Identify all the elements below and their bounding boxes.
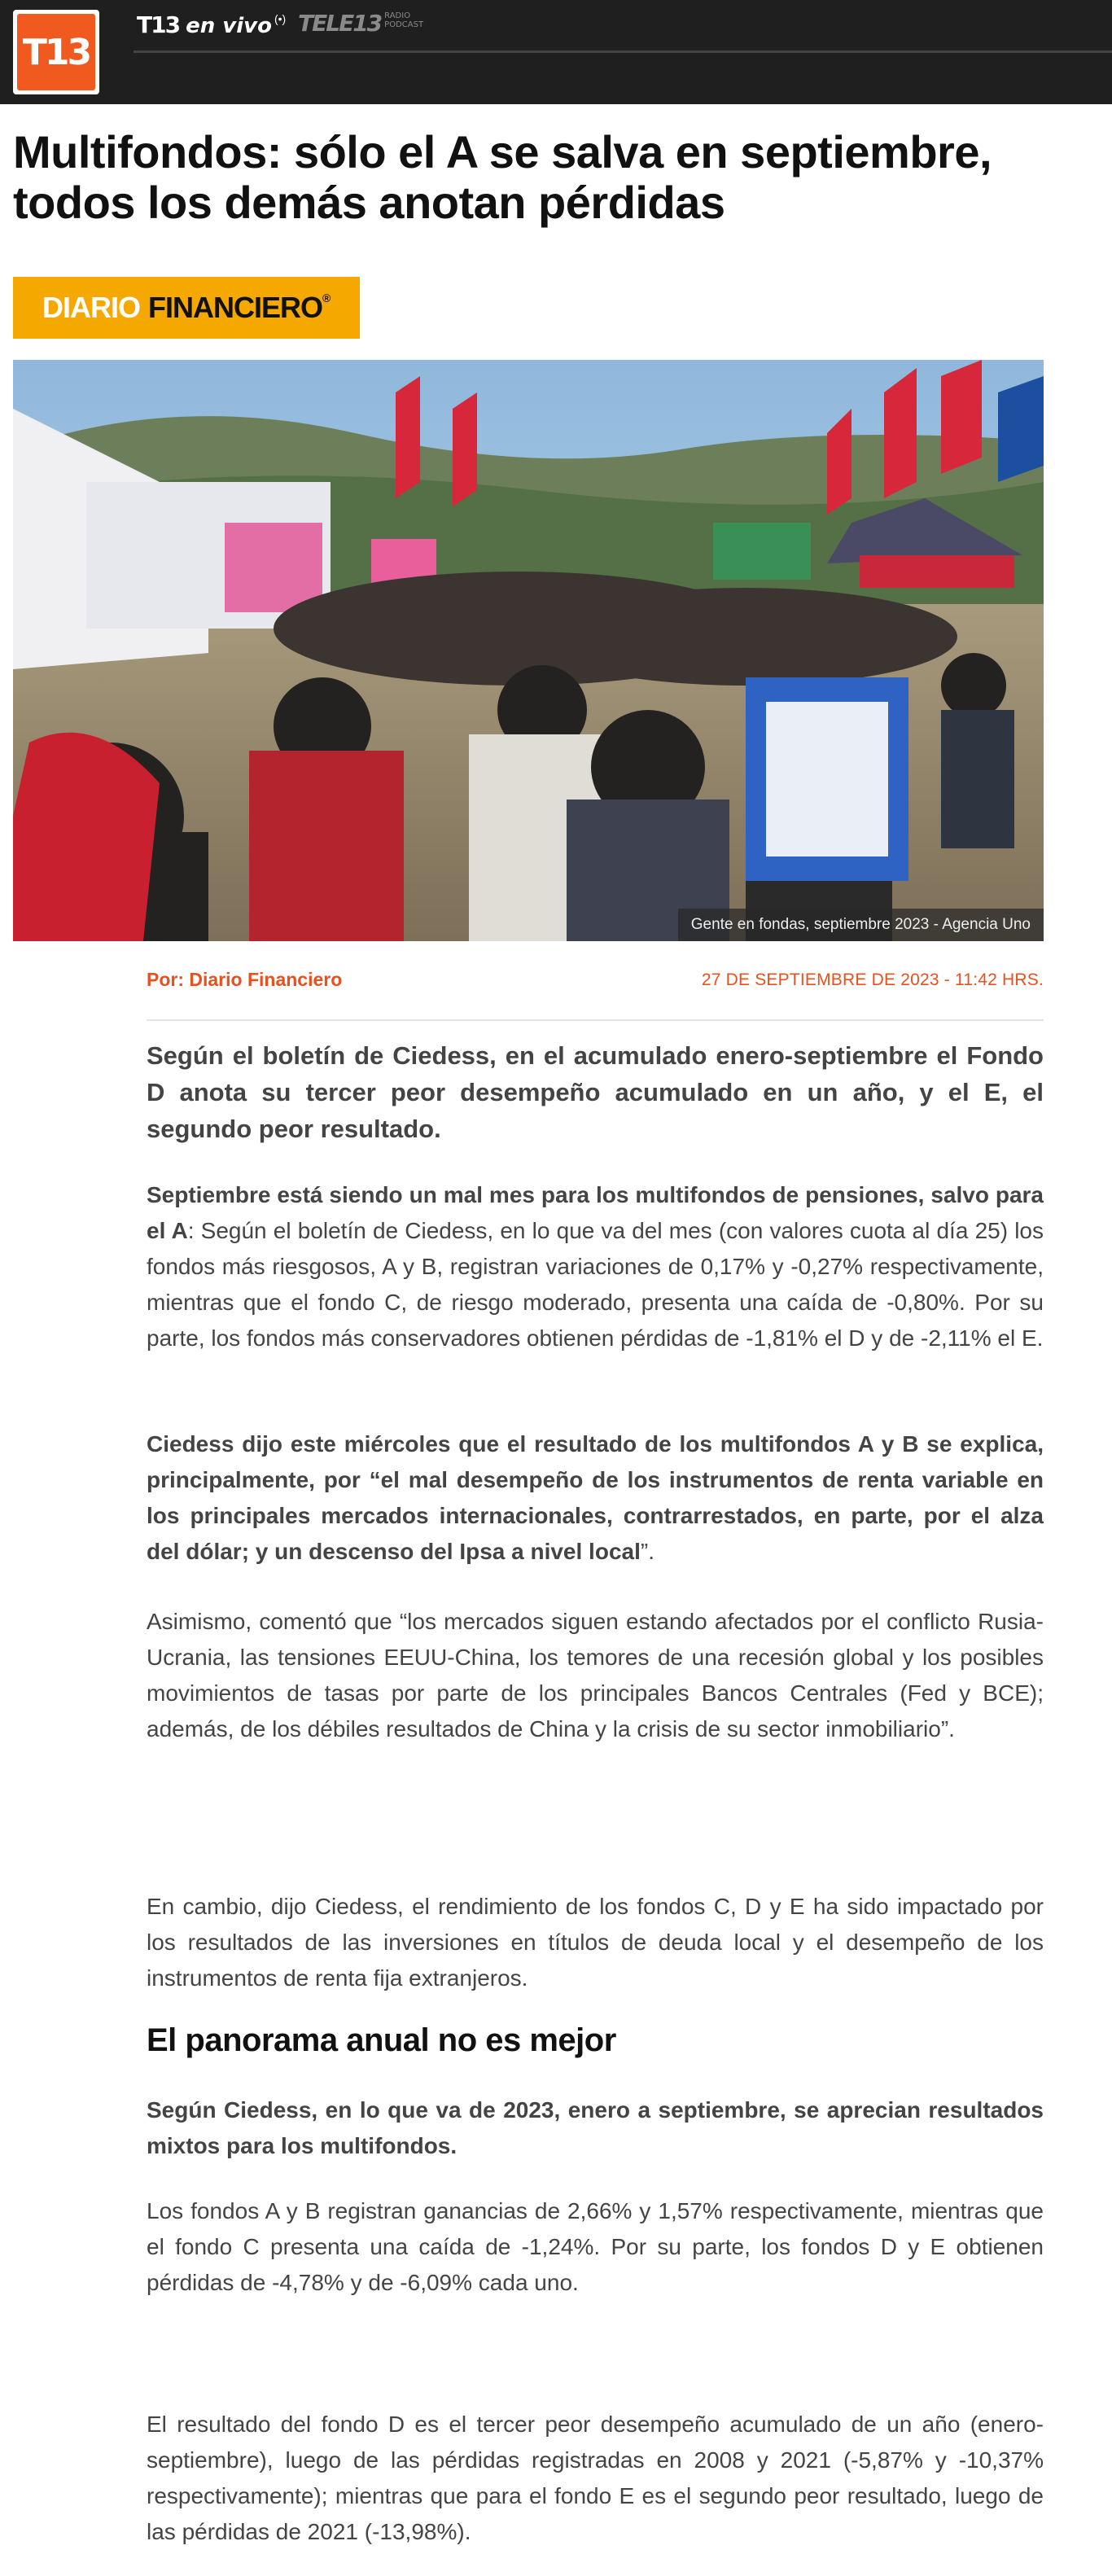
live-broadcast-icon: (•): [274, 12, 287, 25]
live-brand: T13: [137, 11, 180, 38]
paragraph-1-text: : Según el boletín de Ciedess, en lo que va del mes (con valores cuota al día 25) los fondos más riesgosos, A y B, registran variaciones de 0,17% y -0,27% respectivamente, mientras que el fondo C, de riesgo moderado, presenta una caída de -0,80%. Por su parte, los fondos más conservadores obtienen pérdidas de -1,81% el D y de -2,11% el E.: [147, 1218, 1044, 1351]
paragraph-4: En cambio, dijo Ciedess, el rendimiento de los fondos C, D y E ha sido impactado por los resultados de las inversiones en títulos de deuda local y el desempeño de los instrumentos de renta fija extranjeros.: [147, 1894, 1044, 1991]
paragraph-5: Según Ciedess, en lo que va de 2023, enero a septiembre, se aprecian resultados mixtos para los multifondos.: [147, 2097, 1044, 2158]
publish-date: 27 DE SEPTIEMBRE DE 2023 - 11:42 HRS.: [701, 970, 1044, 989]
source-badge[interactable]: [13, 277, 360, 339]
registered-mark: ®: [322, 291, 331, 304]
paragraph-1: [147, 1177, 1044, 1356]
t13-logo[interactable]: [13, 10, 99, 94]
article-title: Multifondos: sólo el A se salva en septiembre, todos los demás anotan pérdidas: [13, 126, 992, 228]
paragraph-6: Los fondos A y B registran ganancias de 2,66% y 1,57% respectivamente, mientras que el fondo C presenta una caída de -1,24%. Por su parte, los fondos D y E obtienen pérdidas de -4,78% y de -6,09% cada uno.: [147, 2198, 1044, 2295]
paragraph-2-text: ”.: [640, 1539, 655, 1564]
paragraph-3: Asimismo, comentó que “los mercados siguen estando afectados por el conflicto Rusia-Ucrania, las tensiones EEUU-China, los temores de una recesión global y los posibles movimientos de tasas por parte de los principales Bancos Centrales (Fed y BCE); además, de los débiles resultados de China y la crisis de su sector inmobiliario”.: [147, 1609, 1044, 1741]
article-lead: Según el boletín de Ciedess, en el acumulado enero-septiembre el Fondo D anota su tercer peor desempeño acumulado en un año, y el E, el segundo peor resultado.: [147, 1041, 1044, 1143]
radio-brand: TELE13: [298, 10, 382, 37]
article-subheading: El panorama anual no es mejor: [147, 2022, 616, 2058]
site-header: [0, 0, 1112, 104]
paragraph-2-bold: Ciedess dijo este miércoles que el resultado de los multifondos A y B se explica, principalmente, por “el mal desempeño de los instrumentos de renta variable en los principales mercados internacionales, contrarrestados, en parte, por el alza del dólar; y un descenso del Ipsa a nivel local: [147, 1431, 1044, 1564]
live-label: en vivo: [186, 14, 272, 38]
radio-link[interactable]: [298, 10, 423, 37]
image-caption: Gente en fondas, septiembre 2023 - Agencia Uno: [678, 909, 1044, 941]
radio-sub: [384, 11, 423, 29]
radio-sub-line1: RADIO: [384, 11, 411, 20]
paragraph-2: [147, 1426, 1044, 1570]
source-badge-word2: FINANCIERO: [148, 291, 322, 324]
live-link[interactable]: [137, 11, 286, 38]
t13-logo-mark: [17, 14, 95, 90]
author-link[interactable]: Por: Diario Financiero: [147, 969, 343, 990]
paragraph-7: El resultado del fondo D es el tercer peor desempeño acumulado de un año (enero-septiembre), luego de las pérdidas registradas en 2008 y 2021 (-5,87% y -10,37% respectivamente); mientras que para el fondo E es el segundo peor resultado, luego de las pérdidas de 2021 (-13,98%).: [147, 2412, 1044, 2544]
byline-divider: [147, 1019, 1044, 1021]
article-hero-image: [13, 360, 1044, 941]
source-badge-word1: DIARIO: [42, 291, 140, 324]
logo-text: T13: [22, 31, 90, 73]
hero-photo: [13, 360, 1044, 941]
header-divider: [134, 50, 1112, 53]
radio-sub-line2: PODCAST: [384, 20, 424, 29]
paragraph-1-bold: Septiembre está siendo un mal mes para los multifondos de pensiones, salvo para el A: [147, 1182, 1044, 1243]
